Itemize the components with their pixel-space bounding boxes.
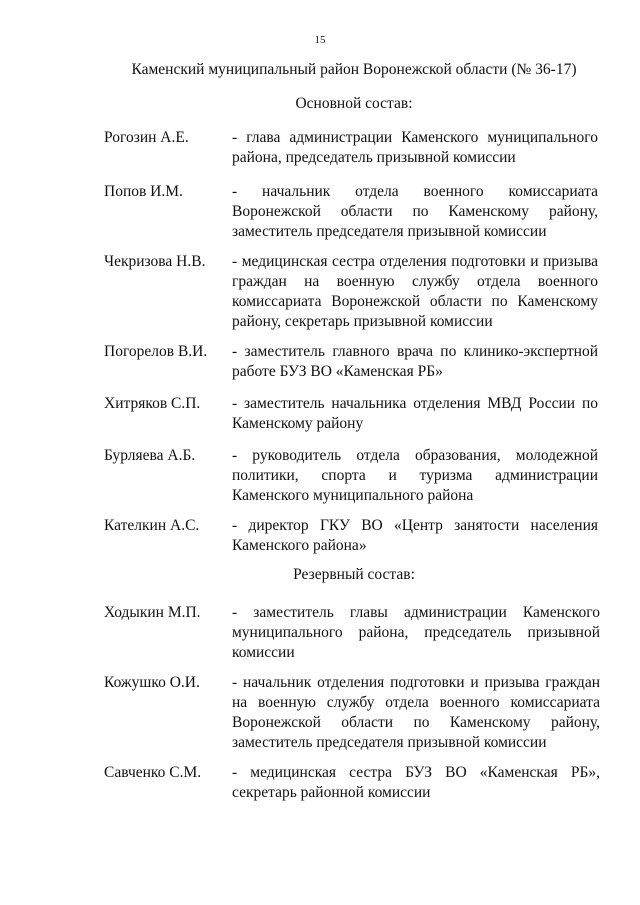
member-name: Ходыкин М.П. — [104, 604, 201, 621]
member-role: - медицинская сестра БУЗ ВО «Каменская РБ», секретарь районной комиссии — [232, 764, 600, 801]
page-number: 15 — [314, 34, 326, 46]
member-role: - медицинская сестра отделения подготовки и призыва граждан на военную службу отдела военного комиссариата Воронежской области по Каменскому району, секретарь призывной комиссии — [232, 253, 598, 330]
member-name: Рогозин А.Е. — [104, 129, 189, 146]
member-name: Савченко С.М. — [104, 764, 202, 781]
member-name: Попов И.М. — [104, 183, 183, 200]
member-role: - начальник отдела военного комиссариата Воронежской области по Каменскому району, заместитель председателя призывной комиссии — [232, 183, 598, 240]
member-role: - начальник отделения подготовки и призыва граждан на военную службу отдела военного комиссариата Воронежской области по Каменскому району, заместитель председателя призывной комиссии — [232, 674, 600, 751]
main-composition-heading: Основной состав: — [295, 95, 413, 112]
member-name: Кателкин А.С. — [104, 517, 200, 534]
member-name: Хитряков С.П. — [104, 395, 201, 412]
member-role: - директор ГКУ ВО «Центр занятости населения Каменского района» — [232, 517, 598, 554]
member-role: - заместитель главы администрации Каменского муниципального района, председатель призывной комиссии — [232, 604, 600, 661]
member-role: - руководитель отдела образования, молодежной политики, спорта и туризма администрации Каменского муниципального района — [232, 447, 598, 504]
member-name: Погорелов В.И. — [104, 343, 208, 360]
member-role: - глава администрации Каменского муниципального района, председатель призывной комиссии — [232, 129, 598, 166]
member-name: Чекризова Н.В. — [104, 253, 206, 270]
member-role: - заместитель начальника отделения МВД России по Каменскому району — [232, 395, 598, 432]
reserve-composition-heading: Резервный состав: — [293, 566, 415, 583]
member-role: - заместитель главного врача по клинико-экспертной работе БУЗ ВО «Каменская РБ» — [232, 343, 598, 380]
member-name: Бурляева А.Б. — [104, 447, 196, 464]
member-name: Кожушко О.И. — [104, 674, 200, 691]
document-title: Каменский муниципальный район Воронежской области (№ 36-17) — [131, 61, 577, 78]
